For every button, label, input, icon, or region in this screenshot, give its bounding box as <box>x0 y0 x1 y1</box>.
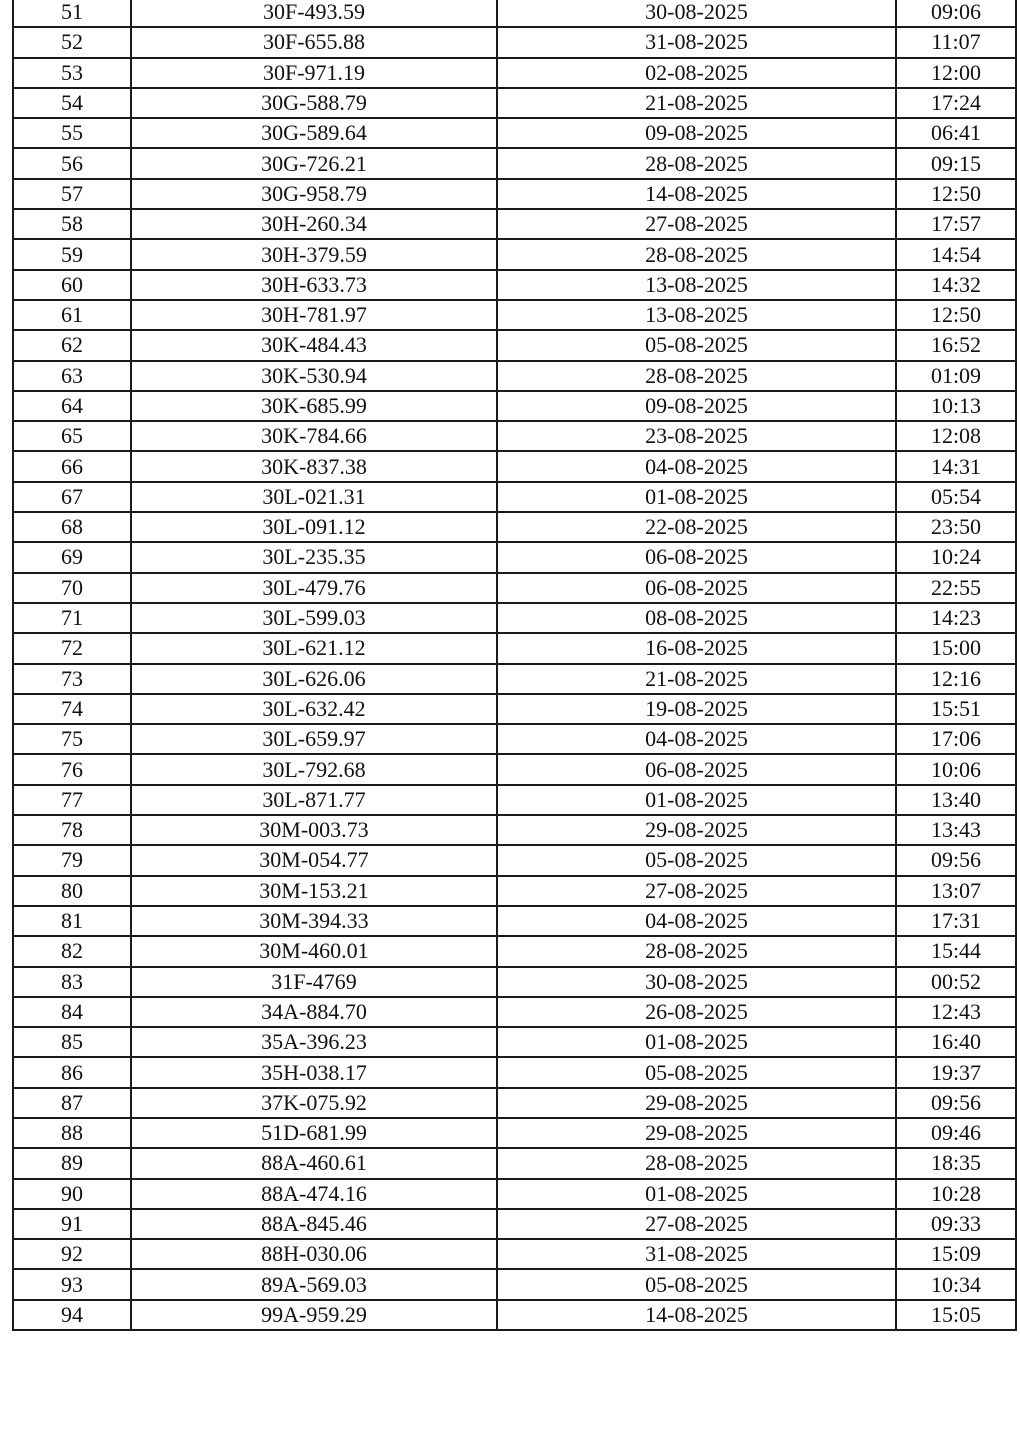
table-row <box>13 1269 1016 1299</box>
time-cell: 14:54 <box>896 239 1016 269</box>
time-cell: 15:44 <box>896 936 1016 966</box>
table-row <box>13 1088 1016 1118</box>
time-cell: 14:31 <box>896 451 1016 481</box>
date-cell: 05-08-2025 <box>497 1269 896 1299</box>
date-cell: 02-08-2025 <box>497 58 896 88</box>
table-row <box>13 1209 1016 1239</box>
row-number-cell: 65 <box>13 421 131 451</box>
license-plate-cell: 30G-958.79 <box>131 179 497 209</box>
row-number-cell: 78 <box>13 815 131 845</box>
date-cell: 28-08-2025 <box>497 361 896 391</box>
date-cell: 28-08-2025 <box>497 936 896 966</box>
license-plate-cell: 88A-460.61 <box>131 1148 497 1178</box>
date-cell: 06-08-2025 <box>497 542 896 572</box>
license-plate-cell: 89A-569.03 <box>131 1269 497 1299</box>
license-plate-cell: 30H-260.34 <box>131 209 497 239</box>
license-plate-cell: 88A-474.16 <box>131 1179 497 1209</box>
time-cell: 17:24 <box>896 88 1016 118</box>
table-row <box>13 421 1016 451</box>
table-row <box>13 664 1016 694</box>
row-number-cell: 74 <box>13 694 131 724</box>
time-cell: 09:56 <box>896 845 1016 875</box>
date-cell: 30-08-2025 <box>497 967 896 997</box>
time-cell: 12:43 <box>896 997 1016 1027</box>
license-plate-cell: 30H-379.59 <box>131 239 497 269</box>
row-number-cell: 70 <box>13 573 131 603</box>
date-cell: 04-08-2025 <box>497 724 896 754</box>
time-cell: 12:08 <box>896 421 1016 451</box>
date-cell: 06-08-2025 <box>497 573 896 603</box>
records-table <box>12 0 1017 1331</box>
table-row <box>13 694 1016 724</box>
row-number-cell: 54 <box>13 88 131 118</box>
license-plate-cell: 88H-030.06 <box>131 1239 497 1269</box>
date-cell: 13-08-2025 <box>497 300 896 330</box>
date-cell: 21-08-2025 <box>497 88 896 118</box>
license-plate-cell: 30L-479.76 <box>131 573 497 603</box>
table-row <box>13 361 1016 391</box>
row-number-cell: 59 <box>13 239 131 269</box>
date-cell: 28-08-2025 <box>497 1148 896 1178</box>
row-number-cell: 60 <box>13 270 131 300</box>
row-number-cell: 88 <box>13 1118 131 1148</box>
time-cell: 15:05 <box>896 1300 1016 1330</box>
license-plate-cell: 30G-726.21 <box>131 148 497 178</box>
license-plate-cell: 30L-659.97 <box>131 724 497 754</box>
table-row <box>13 239 1016 269</box>
row-number-cell: 57 <box>13 179 131 209</box>
table-row <box>13 542 1016 572</box>
row-number-cell: 52 <box>13 27 131 57</box>
table-row <box>13 936 1016 966</box>
row-number-cell: 76 <box>13 754 131 784</box>
table-row <box>13 148 1016 178</box>
table-row <box>13 209 1016 239</box>
date-cell: 05-08-2025 <box>497 330 896 360</box>
date-cell: 28-08-2025 <box>497 239 896 269</box>
date-cell: 05-08-2025 <box>497 845 896 875</box>
table-row <box>13 118 1016 148</box>
table-row <box>13 724 1016 754</box>
time-cell: 09:06 <box>896 0 1016 27</box>
date-cell: 09-08-2025 <box>497 118 896 148</box>
table-row <box>13 179 1016 209</box>
time-cell: 09:33 <box>896 1209 1016 1239</box>
license-plate-cell: 30M-003.73 <box>131 815 497 845</box>
time-cell: 10:13 <box>896 391 1016 421</box>
time-cell: 09:15 <box>896 148 1016 178</box>
document-page <box>12 0 1015 1331</box>
date-cell: 27-08-2025 <box>497 876 896 906</box>
table-row <box>13 1179 1016 1209</box>
row-number-cell: 58 <box>13 209 131 239</box>
table-row <box>13 906 1016 936</box>
license-plate-cell: 30L-235.35 <box>131 542 497 572</box>
license-plate-cell: 31F-4769 <box>131 967 497 997</box>
time-cell: 09:46 <box>896 1118 1016 1148</box>
row-number-cell: 73 <box>13 664 131 694</box>
license-plate-cell: 30F-971.19 <box>131 58 497 88</box>
table-row <box>13 1300 1016 1330</box>
row-number-cell: 55 <box>13 118 131 148</box>
license-plate-cell: 30K-530.94 <box>131 361 497 391</box>
license-plate-cell: 30K-484.43 <box>131 330 497 360</box>
row-number-cell: 53 <box>13 58 131 88</box>
row-number-cell: 75 <box>13 724 131 754</box>
date-cell: 01-08-2025 <box>497 1027 896 1057</box>
row-number-cell: 66 <box>13 451 131 481</box>
row-number-cell: 81 <box>13 906 131 936</box>
row-number-cell: 62 <box>13 330 131 360</box>
date-cell: 28-08-2025 <box>497 148 896 178</box>
time-cell: 05:54 <box>896 482 1016 512</box>
date-cell: 23-08-2025 <box>497 421 896 451</box>
time-cell: 12:16 <box>896 664 1016 694</box>
table-row <box>13 785 1016 815</box>
license-plate-cell: 30L-021.31 <box>131 482 497 512</box>
row-number-cell: 63 <box>13 361 131 391</box>
time-cell: 14:23 <box>896 603 1016 633</box>
table-row <box>13 1148 1016 1178</box>
row-number-cell: 86 <box>13 1057 131 1087</box>
license-plate-cell: 30K-837.38 <box>131 451 497 481</box>
table-row <box>13 967 1016 997</box>
row-number-cell: 84 <box>13 997 131 1027</box>
license-plate-cell: 30L-621.12 <box>131 633 497 663</box>
license-plate-cell: 30L-599.03 <box>131 603 497 633</box>
date-cell: 05-08-2025 <box>497 1057 896 1087</box>
table-row <box>13 27 1016 57</box>
table-row <box>13 0 1016 27</box>
row-number-cell: 85 <box>13 1027 131 1057</box>
time-cell: 17:06 <box>896 724 1016 754</box>
table-row <box>13 391 1016 421</box>
time-cell: 09:56 <box>896 1088 1016 1118</box>
license-plate-cell: 30M-153.21 <box>131 876 497 906</box>
row-number-cell: 89 <box>13 1148 131 1178</box>
row-number-cell: 82 <box>13 936 131 966</box>
table-row <box>13 1027 1016 1057</box>
row-number-cell: 87 <box>13 1088 131 1118</box>
time-cell: 13:40 <box>896 785 1016 815</box>
date-cell: 22-08-2025 <box>497 512 896 542</box>
time-cell: 00:52 <box>896 967 1016 997</box>
time-cell: 12:00 <box>896 58 1016 88</box>
date-cell: 16-08-2025 <box>497 633 896 663</box>
row-number-cell: 93 <box>13 1269 131 1299</box>
date-cell: 01-08-2025 <box>497 482 896 512</box>
license-plate-cell: 99A-959.29 <box>131 1300 497 1330</box>
row-number-cell: 91 <box>13 1209 131 1239</box>
date-cell: 31-08-2025 <box>497 1239 896 1269</box>
license-plate-cell: 30L-091.12 <box>131 512 497 542</box>
license-plate-cell: 30H-781.97 <box>131 300 497 330</box>
time-cell: 10:28 <box>896 1179 1016 1209</box>
license-plate-cell: 30L-792.68 <box>131 754 497 784</box>
license-plate-cell: 35A-396.23 <box>131 1027 497 1057</box>
date-cell: 29-08-2025 <box>497 815 896 845</box>
time-cell: 10:34 <box>896 1269 1016 1299</box>
date-cell: 13-08-2025 <box>497 270 896 300</box>
date-cell: 29-08-2025 <box>497 1088 896 1118</box>
table-row <box>13 997 1016 1027</box>
table-row <box>13 300 1016 330</box>
license-plate-cell: 30L-632.42 <box>131 694 497 724</box>
date-cell: 14-08-2025 <box>497 1300 896 1330</box>
license-plate-cell: 30K-784.66 <box>131 421 497 451</box>
table-row <box>13 1239 1016 1269</box>
time-cell: 17:31 <box>896 906 1016 936</box>
row-number-cell: 69 <box>13 542 131 572</box>
license-plate-cell: 37K-075.92 <box>131 1088 497 1118</box>
time-cell: 17:57 <box>896 209 1016 239</box>
time-cell: 10:06 <box>896 754 1016 784</box>
license-plate-cell: 30F-655.88 <box>131 27 497 57</box>
date-cell: 19-08-2025 <box>497 694 896 724</box>
time-cell: 15:00 <box>896 633 1016 663</box>
row-number-cell: 83 <box>13 967 131 997</box>
date-cell: 14-08-2025 <box>497 179 896 209</box>
time-cell: 19:37 <box>896 1057 1016 1087</box>
license-plate-cell: 35H-038.17 <box>131 1057 497 1087</box>
license-plate-cell: 30M-054.77 <box>131 845 497 875</box>
table-row <box>13 330 1016 360</box>
table-row <box>13 512 1016 542</box>
date-cell: 30-08-2025 <box>497 0 896 27</box>
row-number-cell: 92 <box>13 1239 131 1269</box>
time-cell: 23:50 <box>896 512 1016 542</box>
row-number-cell: 68 <box>13 512 131 542</box>
table-row <box>13 845 1016 875</box>
license-plate-cell: 30G-588.79 <box>131 88 497 118</box>
row-number-cell: 61 <box>13 300 131 330</box>
row-number-cell: 51 <box>13 0 131 27</box>
date-cell: 21-08-2025 <box>497 664 896 694</box>
license-plate-cell: 30M-460.01 <box>131 936 497 966</box>
time-cell: 14:32 <box>896 270 1016 300</box>
date-cell: 04-08-2025 <box>497 451 896 481</box>
license-plate-cell: 30H-633.73 <box>131 270 497 300</box>
row-number-cell: 67 <box>13 482 131 512</box>
table-row <box>13 876 1016 906</box>
records-table-body <box>13 0 1016 1330</box>
table-row <box>13 451 1016 481</box>
time-cell: 15:51 <box>896 694 1016 724</box>
row-number-cell: 71 <box>13 603 131 633</box>
license-plate-cell: 88A-845.46 <box>131 1209 497 1239</box>
row-number-cell: 77 <box>13 785 131 815</box>
license-plate-cell: 30F-493.59 <box>131 0 497 27</box>
table-row <box>13 482 1016 512</box>
date-cell: 08-08-2025 <box>497 603 896 633</box>
time-cell: 12:50 <box>896 179 1016 209</box>
table-row <box>13 270 1016 300</box>
date-cell: 01-08-2025 <box>497 1179 896 1209</box>
time-cell: 06:41 <box>896 118 1016 148</box>
row-number-cell: 79 <box>13 845 131 875</box>
license-plate-cell: 30L-871.77 <box>131 785 497 815</box>
license-plate-cell: 34A-884.70 <box>131 997 497 1027</box>
license-plate-cell: 30M-394.33 <box>131 906 497 936</box>
date-cell: 01-08-2025 <box>497 785 896 815</box>
time-cell: 22:55 <box>896 573 1016 603</box>
time-cell: 01:09 <box>896 361 1016 391</box>
table-row <box>13 603 1016 633</box>
date-cell: 04-08-2025 <box>497 906 896 936</box>
time-cell: 12:50 <box>896 300 1016 330</box>
license-plate-cell: 30G-589.64 <box>131 118 497 148</box>
license-plate-cell: 51D-681.99 <box>131 1118 497 1148</box>
table-row <box>13 58 1016 88</box>
date-cell: 26-08-2025 <box>497 997 896 1027</box>
time-cell: 16:52 <box>896 330 1016 360</box>
row-number-cell: 80 <box>13 876 131 906</box>
date-cell: 27-08-2025 <box>497 209 896 239</box>
row-number-cell: 64 <box>13 391 131 421</box>
table-row <box>13 573 1016 603</box>
table-row <box>13 754 1016 784</box>
table-row <box>13 633 1016 663</box>
date-cell: 27-08-2025 <box>497 1209 896 1239</box>
table-row <box>13 1118 1016 1148</box>
license-plate-cell: 30L-626.06 <box>131 664 497 694</box>
date-cell: 06-08-2025 <box>497 754 896 784</box>
time-cell: 10:24 <box>896 542 1016 572</box>
time-cell: 13:07 <box>896 876 1016 906</box>
time-cell: 15:09 <box>896 1239 1016 1269</box>
table-row <box>13 88 1016 118</box>
time-cell: 16:40 <box>896 1027 1016 1057</box>
row-number-cell: 90 <box>13 1179 131 1209</box>
time-cell: 13:43 <box>896 815 1016 845</box>
license-plate-cell: 30K-685.99 <box>131 391 497 421</box>
time-cell: 11:07 <box>896 27 1016 57</box>
row-number-cell: 56 <box>13 148 131 178</box>
table-row <box>13 815 1016 845</box>
date-cell: 31-08-2025 <box>497 27 896 57</box>
table-row <box>13 1057 1016 1087</box>
row-number-cell: 72 <box>13 633 131 663</box>
date-cell: 09-08-2025 <box>497 391 896 421</box>
date-cell: 29-08-2025 <box>497 1118 896 1148</box>
time-cell: 18:35 <box>896 1148 1016 1178</box>
row-number-cell: 94 <box>13 1300 131 1330</box>
